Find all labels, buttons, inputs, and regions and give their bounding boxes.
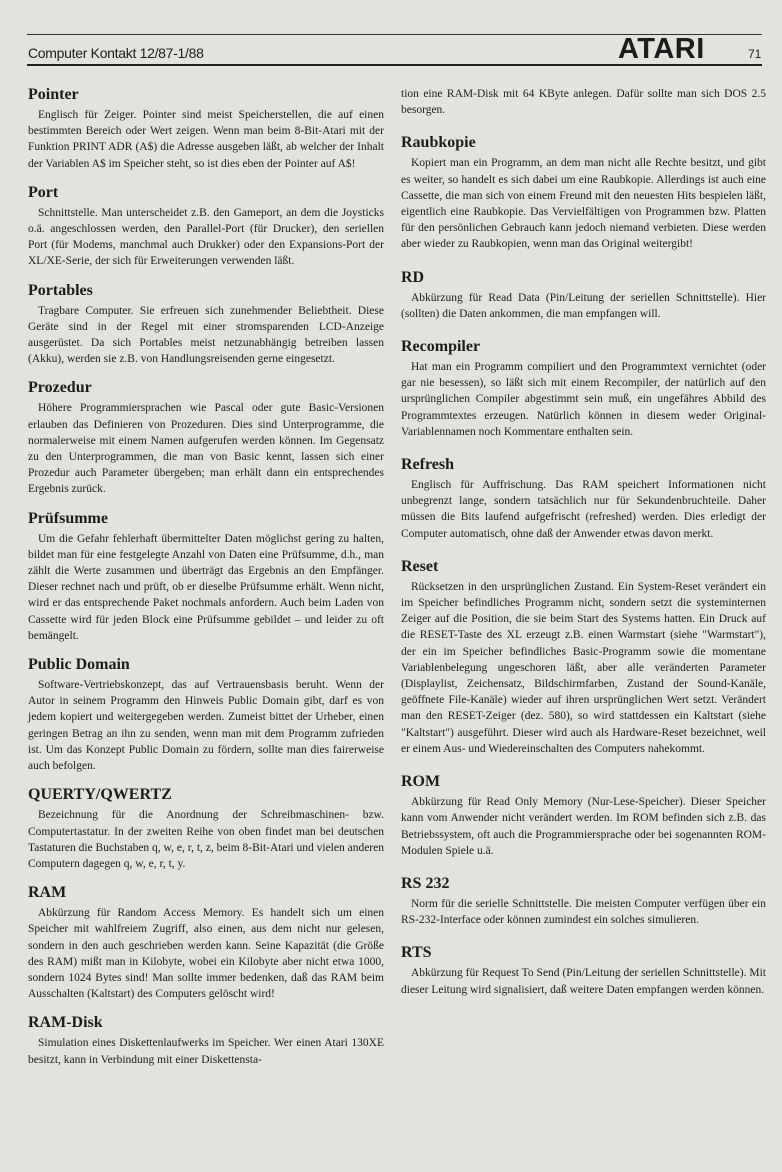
entry-text: Englisch für Zeiger. Pointer sind meist Speicherstellen, die auf einen bestimmten Bereich oder Wert zeigen. Wenn man beim 8-Bit-Atari mit der Funktion PRINT ADR (A$) die Adresse ausgeben läßt, ab welcher der Inhalt der Variablen A$ im Speicher steht, so ist dies eben der Pointer auf A$! — [28, 109, 384, 170]
entry-term: Portables — [28, 281, 93, 299]
glossary-entry — [401, 338, 766, 440]
glossary-entry — [28, 510, 384, 644]
entry-text: tion eine RAM-Disk mit 64 KByte anlegen. Dafür sollte man sich DOS 2.5 besorgen. — [401, 88, 766, 117]
glossary-entry — [401, 456, 766, 542]
entry-text: Abkürzung für Read Only Memory (Nur-Lese-Speicher). Dieser Speicher kann vom Anwender nicht verändert werden. Im ROM befinden sich z.B. das Betriebssystem, oft auch die Programmiersprache oder bei sogenannten ROM-Modulen Spiele u.ä. — [401, 796, 766, 857]
glossary-entry — [28, 1014, 384, 1067]
entry-term: Prozedur — [28, 379, 92, 397]
entry-text: Hat man ein Programm compiliert und den Programmtext vernichtet (oder gar nie besessen), so läßt sich mit einem Recompiler, der natürlich auf den ursprünglichen Compiler abgestimmt sein muß, ein ungefähres Abbild des Programmtextes erzeugen. Natürlich können in diesem weder Original-Variablennamen noch Kommentare enthalten sein. — [401, 361, 766, 438]
header-rule — [27, 64, 762, 66]
right-column — [401, 86, 766, 1014]
entry-term: Prüfsumme — [28, 509, 108, 527]
glossary-entry — [28, 656, 384, 774]
entry-text: Rücksetzen in den ursprünglichen Zustand. Ein System-Reset verändert ein im Speicher befindliches Programm nicht, sondern setzt die systeminternen Zeiger auf die Position, die sie beim Start des Systems hatten. Ein Druck auf die RESET-Taste des XL erzeugt z.B. einen Warmstart (siehe "Warmstart"), der ein im Speicher befindliches Basic-Programm sowie die momentane Variablenbelegung ungeschoren läßt, aber alle veränderten Parameter (Displaylist, Zeichensatz, Bildschirmfarben, Zustand der Sound-Kanäle, geöffnete File-Kanäle) wieder auf ihren ursprünglichen Wert setzt. Verändert man den RESET-Zeiger (dez. 580), so wird stattdessen ein Kaltstart (siehe "Kaltstart") ausgeführt. Dieser wird auch als Hardware-Reset bezeichnet, weil er einem Aus- und Wiedereinschalten des Computers nahekommt. — [401, 580, 766, 755]
entry-text: Norm für die serielle Schnittstelle. Die meisten Computer verfügen über ein RS-232-Interface oder können zumindest ein solches simulieren. — [401, 897, 766, 927]
glossary-entry — [401, 269, 766, 322]
entry-term: ROM — [401, 773, 441, 791]
entry-term: RD — [401, 268, 425, 286]
glossary-entry — [401, 773, 766, 859]
entry-text: Abkürzung für Request To Send (Pin/Leitung der seriellen Schnittstelle). Mit dieser Leitung wird signalisiert, daß weitere Daten empfangen werden können. — [401, 967, 766, 996]
entry-term: RS 232 — [401, 874, 450, 892]
entry-term: Refresh — [401, 456, 455, 474]
brand-logo: ATARI — [618, 33, 705, 65]
glossary-entry — [28, 86, 384, 172]
entry-term: RAM-Disk — [28, 1014, 103, 1032]
glossary-entry — [401, 944, 766, 997]
entry-term: Public Domain — [28, 656, 130, 674]
entry-text: Bezeichnung für die Anordnung der Schreibmaschinen- bzw. Computertastatur. In der zweiten Reihe von oben findet man bei deutschen Tastaturen die Buchstaben q, w, e, r, t, z, beim 8-Bit-Atari und vielen anderen Computern dagegen q, w, e, r, t, y. — [28, 809, 384, 870]
entry-text: Software-Vertriebskonzept, das auf Vertrauensbasis beruht. Wenn der Autor in seinem Programm den Hinweis Public Domain gibt, darf es von jedem kopiert und weitergegeben werden. Zumeist bittet der Urheber, einen geringen Betrag an ihn zu senden, wenn man mit dem Programm zufrieden ist. Um das Konzept Public Domain zu fördern, sollte man dies fairerweise auch befolgen. — [28, 679, 384, 773]
entry-text: Höhere Programmiersprachen wie Pascal oder gute Basic-Versionen erlauben das Definieren von Prozeduren. Dies sind Unterprogramme, die normalerweise mit einem Namen aufgerufen werden können. Im Gegensatz zu den Unterprogrammen, die man von Basic kennt, lassen sich einer Prozedur auch Parameter übergeben; man erhält dann ein entsprechendes Ergebnis zurück. — [28, 402, 384, 496]
glossary-entry — [401, 134, 766, 252]
entry-text: Kopiert man ein Programm, an dem man nicht alle Rechte besitzt, und gibt es weiter, so handelt es sich dabei um eine Raubkopie. Allerdings ist auch eine Cassette, die man sich von einem Freund mit den neuesten Hits bespielen läßt, eigentlich eine Raubkopie. Das Vervielfältigen von Programmen bzw. Platten für den persönlichen Gebrauch kann jedoch niemand verbieten. Diese werden aber wieder zu Raubkopien, wenn man das Original weitergibt! — [401, 157, 766, 251]
glossary-entry — [28, 884, 384, 1002]
entry-term: Raubkopie — [401, 134, 476, 152]
entry-term: Port — [28, 183, 59, 201]
page-number: 71 — [748, 47, 762, 61]
entry-text: Englisch für Auffrischung. Das RAM speichert Informationen nicht unbegrenzt lange, sondern tatsächlich nur für Sekundenbruchteile. Daher müssen die Bits laufend aufgefrischt (refreshed) werden. Dies erledigt der Computer automatisch, ohne daß der Anwender etwas davon merkt. — [401, 479, 766, 540]
glossary-entry — [28, 379, 384, 497]
glossary-entry — [401, 558, 766, 757]
entry-text: Abkürzung für Random Access Memory. Es handelt sich um einen Speicher mit wahlfreiem Zugriff, also einen, aus dem nicht nur gelesen, sondern in den auch geschrieben werden kann. Seine Kapazität (die Größe des RAM) mißt man in Kilobyte, wobei ein Kilobyte aber nicht etwa 1000, sondern 1024 Bytes sind! Man sollte immer bedenken, daß das RAM beim Ausschalten (Kaltstart) des Computers gelöscht wird! — [28, 907, 384, 1001]
glossary-entry — [28, 282, 384, 368]
glossary-entry — [28, 786, 384, 872]
entry-term: Recompiler — [401, 338, 481, 356]
left-column — [28, 86, 384, 1080]
glossary-entry — [28, 184, 384, 270]
entry-text: Simulation eines Diskettenlaufwerks im Speicher. Wer einen Atari 130XE besitzt, kann in Verbindung mit einer Diskettensta- — [28, 1037, 384, 1066]
entry-term: Pointer — [28, 86, 79, 103]
glossary-entry — [401, 875, 766, 928]
entry-text: Schnittstelle. Man unterscheidet z.B. den Gameport, an dem die Joysticks o.ä. angeschlossen werden, den Parallel-Port (für Drucker), den seriellen Port (für Modems, manchmal auch Drukker) oder den Expansions-Port der XL/XE-Serie, der sich für Erweiterungen verwenden läßt. — [28, 206, 384, 268]
entry-text: Abkürzung für Read Data (Pin/Leitung der seriellen Schnittstelle). Hier (sollten) die Daten ankommen, die man empfangen will. — [401, 291, 766, 320]
entry-text: Tragbare Computer. Sie erfreuen sich zunehmender Beliebtheit. Diese Geräte sind in der Regel mit einer stromsparenden LCD-Anzeige ausgerüstet. Da sich Portables meist netzunabhängig betreiben lassen (Akku), werden sie z.B. von Handlungsreisenden gerne eingesetzt. — [28, 304, 384, 366]
entry-term: RTS — [401, 944, 432, 962]
entry-term: QUERTY/QWERTZ — [28, 786, 172, 804]
continued-text — [401, 86, 766, 118]
entry-term: RAM — [28, 884, 67, 902]
entry-text: Um die Gefahr fehlerhaft übermittelter Daten möglichst gering zu halten, bildet man für eine festgelegte Anzahl von Daten eine Prüfsumme, d.h., man zählt die Werte zusammen und überträgt das Ergebnis an den Empfänger. Dieser rechnet nach und prüft, ob er dieselbe Prüfsumme erhält. Wenn nicht, wird er das entsprechende Paket nochmals anfordern. Auch beim Laden von Cassette wird für jeden Block eine Prüfsumme gebildet – und leider zu oft bemängelt. — [28, 532, 384, 642]
publication-title: Computer Kontakt 12/87-1/88 — [28, 45, 204, 61]
entry-term: Reset — [401, 557, 439, 575]
